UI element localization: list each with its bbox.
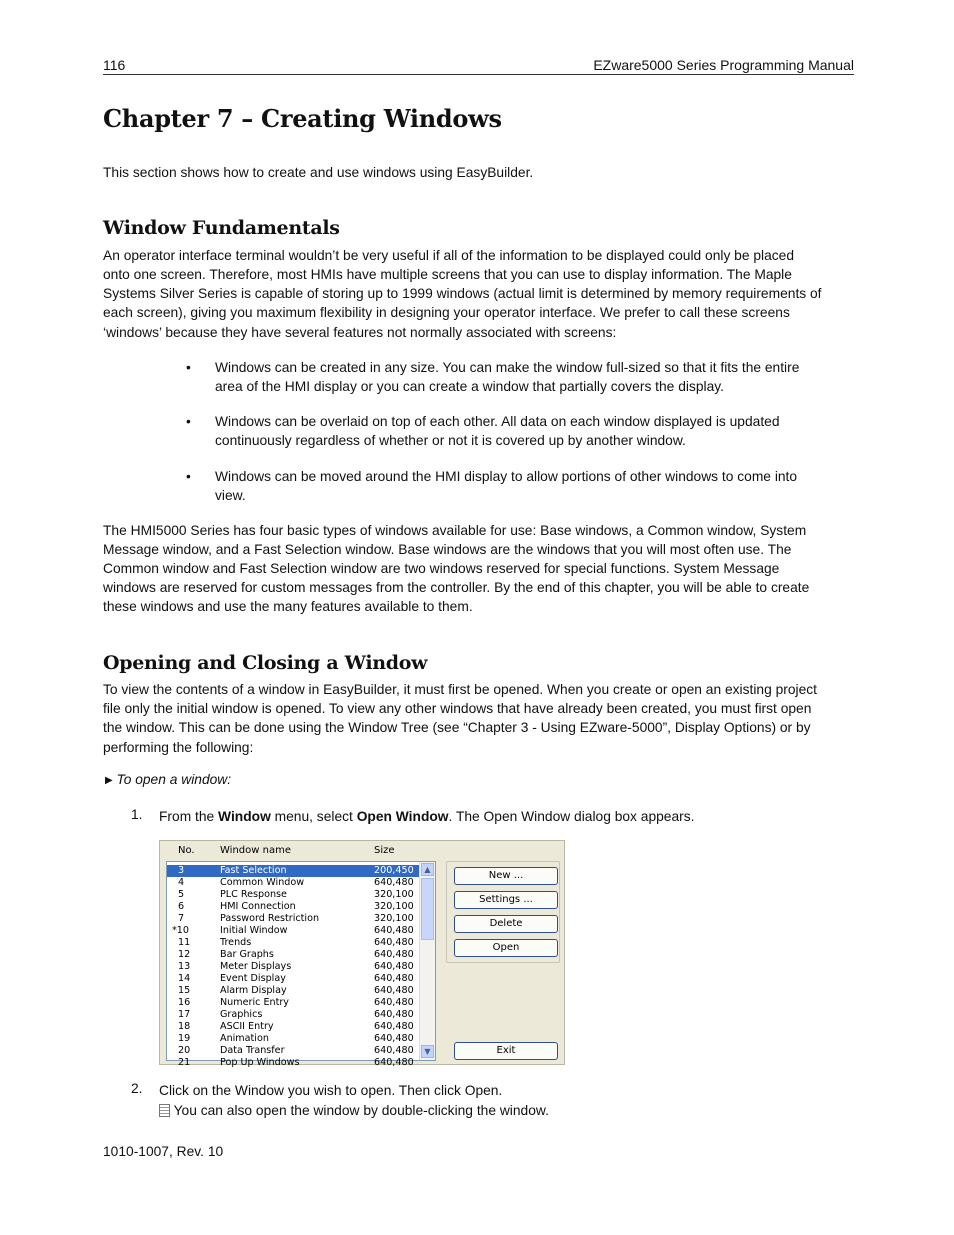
open-button[interactable]: Open bbox=[454, 939, 558, 957]
bullet-line: Windows can be overlaid on top of each other. All data on each window displayed is updated bbox=[215, 414, 780, 429]
paragraph-line: each screen), giving you maximum flexibility in designing your operator interface. We prefer to call these screens bbox=[103, 305, 790, 320]
window-size: 200,450 bbox=[374, 865, 414, 876]
step-number: 1. bbox=[131, 807, 143, 822]
page-header bbox=[103, 57, 854, 75]
paragraph-line: Systems Silver Series is capable of storing up to 1999 windows (actual limit is determined by memory requirements of bbox=[103, 286, 822, 301]
window-name: Numeric Entry bbox=[220, 997, 289, 1008]
window-list-row[interactable] bbox=[167, 1009, 421, 1021]
paragraph-line: onto one screen. Therefore, most HMIs have multiple screens that you can use to display information. The Maple bbox=[103, 267, 792, 282]
window-list-row[interactable] bbox=[167, 1057, 421, 1069]
window-list[interactable] bbox=[166, 861, 436, 1068]
window-name: Common Window bbox=[220, 877, 305, 888]
window-name: Pop Up Windows bbox=[220, 1057, 300, 1068]
window-size: 640,480 bbox=[374, 1045, 414, 1056]
window-size: 640,480 bbox=[374, 949, 414, 960]
paragraph-line: the window. This can be done using the Window Tree (see “Chapter 3 - Using EZware-5000”, Display Options) or by bbox=[103, 720, 811, 735]
step-1-text bbox=[159, 807, 849, 826]
window-number: 6 bbox=[178, 901, 185, 912]
window-size: 640,480 bbox=[374, 877, 414, 888]
section-heading-window-fundamentals: Window Fundamentals bbox=[103, 217, 340, 239]
paragraph-line: windows are reserved for custom messages from the controller. By the end of this chapter, you will be able to create bbox=[103, 580, 810, 595]
paragraph-line: An operator interface terminal wouldn’t be very useful if all of the information to be displayed could only be placed bbox=[103, 248, 795, 263]
column-header-no[interactable]: No. bbox=[178, 845, 195, 856]
window-list-row[interactable] bbox=[167, 865, 421, 877]
window-size: 640,480 bbox=[374, 973, 414, 984]
window-list-row[interactable] bbox=[167, 1021, 421, 1033]
column-header-size[interactable]: Size bbox=[374, 845, 395, 856]
manual-title: EZware5000 Series Programming Manual bbox=[593, 57, 854, 73]
window-name: Bar Graphs bbox=[220, 949, 274, 960]
window-list-row[interactable] bbox=[167, 985, 421, 997]
window-name: Event Display bbox=[220, 973, 286, 984]
window-size: 640,480 bbox=[374, 925, 414, 936]
chapter-title: Chapter 7 – Creating Windows bbox=[103, 104, 502, 133]
window-name: Meter Displays bbox=[220, 961, 292, 972]
bullet-line: Windows can be created in any size. You can make the window full-sized so that it fits the entire bbox=[215, 360, 800, 375]
paragraph-line: The HMI5000 Series has four basic types of windows available for use: Base windows, a Common window, System bbox=[103, 523, 807, 538]
window-number: 14 bbox=[178, 973, 191, 984]
window-number: 3 bbox=[178, 865, 185, 876]
window-name: Trends bbox=[220, 937, 252, 948]
procedure-heading bbox=[105, 772, 231, 787]
window-size: 640,480 bbox=[374, 1021, 414, 1032]
step-text: . The Open Window dialog box appears. bbox=[448, 809, 695, 824]
settings-button[interactable]: Settings ... bbox=[454, 891, 558, 909]
section-heading-opening-closing: Opening and Closing a Window bbox=[103, 652, 428, 674]
bullet-icon: • bbox=[186, 414, 191, 429]
paragraph-line: performing the following: bbox=[103, 740, 254, 755]
window-name: Animation bbox=[220, 1033, 269, 1044]
window-number: 12 bbox=[178, 949, 191, 960]
window-name: ASCII Entry bbox=[220, 1021, 274, 1032]
window-list-row[interactable] bbox=[167, 949, 421, 961]
new-button[interactable]: New ... bbox=[454, 867, 558, 885]
window-size: 320,100 bbox=[374, 901, 414, 912]
page-footer: 1010-1007, Rev. 10 bbox=[103, 1144, 224, 1159]
vertical-scrollbar[interactable] bbox=[419, 862, 435, 1060]
bullet-line: Windows can be moved around the HMI display to allow portions of other windows to come into bbox=[215, 469, 798, 484]
delete-button[interactable]: Delete bbox=[454, 915, 558, 933]
window-number: 19 bbox=[178, 1033, 191, 1044]
scroll-down-icon[interactable]: ▼ bbox=[421, 1045, 434, 1058]
window-size: 640,480 bbox=[374, 1009, 414, 1020]
page-number: 116 bbox=[103, 57, 126, 73]
window-number: 11 bbox=[178, 937, 191, 948]
window-number: 4 bbox=[178, 877, 185, 888]
step-text: menu, select bbox=[270, 809, 357, 824]
paragraph-line: Common window and Fast Selection window are two windows reserved for special functions. System Message bbox=[103, 561, 780, 576]
window-list-row[interactable] bbox=[167, 913, 421, 925]
window-name: Password Restriction bbox=[220, 913, 320, 924]
bullet-icon: • bbox=[186, 469, 191, 484]
window-number: 13 bbox=[178, 961, 191, 972]
window-number: 7 bbox=[178, 913, 185, 924]
window-number: 20 bbox=[178, 1045, 191, 1056]
paragraph-line: these windows and use the many features available to them. bbox=[103, 599, 473, 614]
bullet-line: area of the HMI display or you can create a window that partially covers the display. bbox=[215, 379, 724, 395]
window-list-row[interactable] bbox=[167, 997, 421, 1009]
bullet-icon: • bbox=[186, 360, 191, 375]
window-name: PLC Response bbox=[220, 889, 287, 900]
window-list-row[interactable] bbox=[167, 937, 421, 949]
paragraph-line: Message window, and a Fast Selection window. Base windows are the windows that you will most often use. The bbox=[103, 542, 792, 557]
window-name: Fast Selection bbox=[220, 865, 287, 876]
window-size: 320,100 bbox=[374, 889, 414, 900]
step-text: From the bbox=[159, 809, 219, 824]
window-size: 640,480 bbox=[374, 961, 414, 972]
window-name: Alarm Display bbox=[220, 985, 287, 996]
window-name: Initial Window bbox=[220, 925, 288, 936]
window-name: HMI Connection bbox=[220, 901, 296, 912]
exit-button[interactable]: Exit bbox=[454, 1042, 558, 1060]
window-list-row[interactable] bbox=[167, 973, 421, 985]
window-list-row[interactable] bbox=[167, 1033, 421, 1045]
menu-item-name: Open Window bbox=[356, 809, 449, 824]
window-list-row[interactable] bbox=[167, 925, 421, 937]
window-name: Data Transfer bbox=[220, 1045, 285, 1056]
step-2-text: Click on the Window you wish to open. Then click Open. bbox=[159, 1083, 503, 1098]
window-list-row[interactable] bbox=[167, 961, 421, 973]
window-size: 320,100 bbox=[374, 913, 414, 924]
window-number: 18 bbox=[178, 1021, 191, 1032]
intro-text: This section shows how to create and use windows using EasyBuilder. bbox=[103, 165, 534, 180]
window-size: 640,480 bbox=[374, 1033, 414, 1044]
window-list-row[interactable] bbox=[167, 1045, 421, 1057]
menu-name: Window bbox=[218, 809, 271, 824]
scrollbar-thumb[interactable] bbox=[421, 878, 434, 940]
window-size: 640,480 bbox=[374, 985, 414, 996]
window-number: 21 bbox=[178, 1057, 191, 1068]
window-list-row[interactable] bbox=[167, 889, 421, 901]
procedure-title: To open a window: bbox=[116, 772, 232, 787]
step-2-note bbox=[159, 1101, 849, 1120]
window-number: 16 bbox=[178, 997, 191, 1008]
window-list-row[interactable] bbox=[167, 877, 421, 889]
window-number: 5 bbox=[178, 889, 185, 900]
window-number: 17 bbox=[178, 1009, 191, 1020]
window-number: *10 bbox=[172, 925, 190, 936]
window-number: 15 bbox=[178, 985, 191, 996]
paragraph-line: file only the initial window is opened. To view any other windows that have already been created, you must first open bbox=[103, 701, 812, 716]
bullet-line: view. bbox=[215, 488, 246, 504]
window-size: 640,480 bbox=[374, 1057, 414, 1068]
window-size: 640,480 bbox=[374, 937, 414, 948]
window-size: 640,480 bbox=[374, 997, 414, 1008]
triangle-right-icon: ▶ bbox=[105, 775, 113, 786]
note-icon bbox=[159, 1104, 170, 1117]
column-header-window-name[interactable]: Window name bbox=[220, 845, 291, 856]
paragraph-line: ‘windows’ because they have several features not normally associated with screens: bbox=[103, 325, 617, 340]
note-text: You can also open the window by double-clicking the window. bbox=[173, 1103, 549, 1118]
open-window-dialog bbox=[159, 840, 565, 1068]
window-name: Graphics bbox=[220, 1009, 263, 1020]
window-list-row[interactable] bbox=[167, 901, 421, 913]
bullet-line: continuously regardless of whether or not it is covered up by another window. bbox=[215, 433, 686, 449]
scroll-up-icon[interactable]: ▲ bbox=[421, 863, 434, 876]
step-number: 2. bbox=[131, 1081, 143, 1096]
paragraph-line: To view the contents of a window in EasyBuilder, it must first be opened. When you create or open an existing project bbox=[103, 682, 817, 697]
